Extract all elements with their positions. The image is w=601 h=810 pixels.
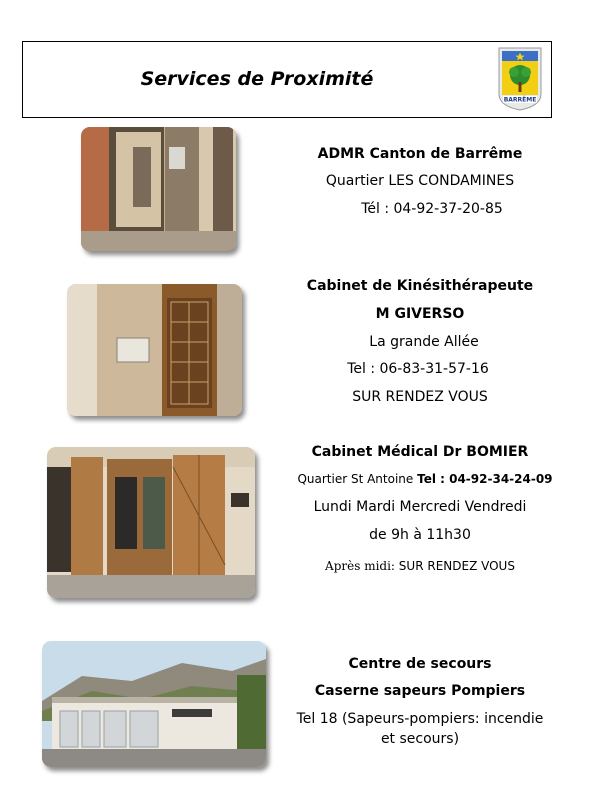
service-3-hours: de 9h à 11h30 — [369, 527, 471, 543]
service-3-address: Quartier St Antoine — [297, 472, 418, 486]
service-2-name: Cabinet de Kinésithérapeute — [306, 278, 534, 294]
service-3-address-phone — [270, 472, 580, 486]
service-4-phone-cont: et secours) — [380, 731, 460, 747]
service-1-phone: Tél : 04-92-37-20-85 — [361, 201, 503, 217]
admr-photo — [81, 127, 236, 251]
service-4-name2: Caserne sapeurs Pompiers — [314, 683, 526, 699]
crest-caption: BARRÊME — [503, 96, 537, 104]
service-3-phone: Tel : 04-92-34-24-09 — [417, 472, 553, 486]
service-1-address: Quartier LES CONDAMINES — [325, 173, 515, 189]
service-3-days: Lundi Mardi Mercredi Vendredi — [313, 499, 527, 515]
service-2-phone: Tel : 06-83-31-57-16 — [347, 361, 489, 377]
fire-station-photo — [42, 641, 266, 767]
page-header — [22, 41, 552, 118]
service-1-name: ADMR Canton de Barrême — [317, 146, 523, 162]
service-3-afternoon-value: SUR RENDEZ VOUS — [398, 559, 515, 573]
service-3-afternoon — [270, 555, 570, 574]
service-2-appointment: SUR RENDEZ VOUS — [352, 389, 488, 405]
service-3-name: Cabinet Médical Dr BOMIER — [311, 444, 529, 460]
kine-photo — [67, 284, 242, 416]
page-title: Services de Proximité — [140, 68, 374, 90]
service-2-address: La grande Allée — [369, 334, 479, 350]
service-4-phone: Tel 18 (Sapeurs-pompiers: incendie — [296, 711, 544, 727]
service-2-person: M GIVERSO — [375, 306, 465, 322]
service-3-afternoon-label: Après midi: — [325, 559, 399, 573]
barreme-crest-logo — [497, 46, 543, 112]
medical-office-photo — [47, 447, 255, 598]
service-4-name: Centre de secours — [348, 656, 492, 672]
